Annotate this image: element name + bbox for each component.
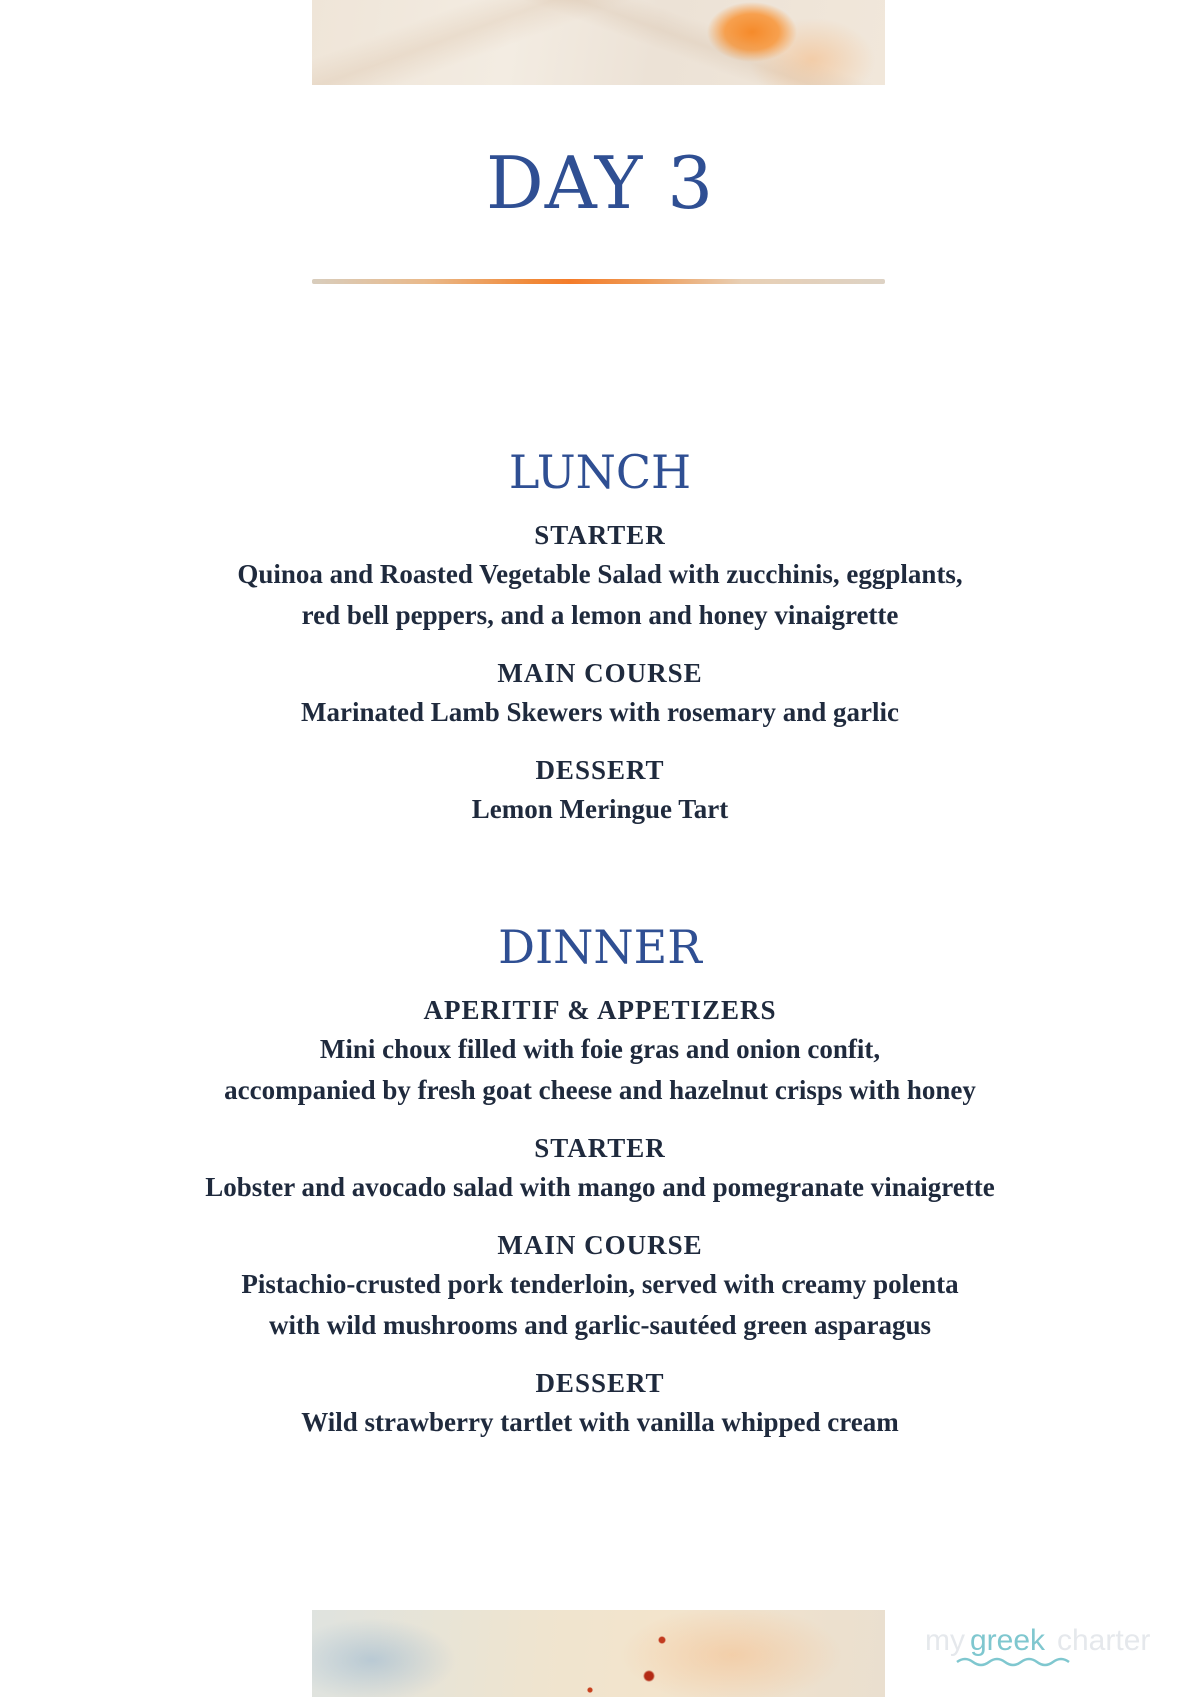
course-description <box>0 692 1200 733</box>
lunch-title: LUNCH <box>508 445 692 499</box>
dinner-main-course <box>0 1226 1200 1346</box>
description-line: Wild strawberry tartlet with vanilla whipped cream <box>301 1407 899 1437</box>
title-divider <box>312 279 885 284</box>
logo-text-greek: greek <box>970 1624 1046 1657</box>
lunch-dessert <box>0 751 1200 830</box>
course-heading: DESSERT <box>535 1368 665 1398</box>
description-line: Quinoa and Roasted Vegetable Salad with zucchinis, eggplants, <box>237 559 963 589</box>
bottom-decorative-banner <box>312 1610 885 1697</box>
course-heading: MAIN COURSE <box>497 1230 703 1260</box>
course-heading: APERITIF & APPETIZERS <box>423 995 777 1025</box>
dinner-title: DINNER <box>498 920 702 974</box>
dinner-dessert <box>0 1364 1200 1443</box>
description-line: Marinated Lamb Skewers with rosemary and garlic <box>301 697 899 727</box>
description-line: Mini choux filled with foie gras and onion confit, <box>319 1034 881 1064</box>
course-heading: MAIN COURSE <box>497 658 703 688</box>
description-line: accompanied by fresh goat cheese and hazelnut crisps with honey <box>224 1075 976 1105</box>
dinner-section <box>0 919 1200 1461</box>
course-description <box>0 554 1200 636</box>
lunch-section <box>0 444 1200 848</box>
description-line: red bell peppers, and a lemon and honey vinaigrette <box>301 600 899 630</box>
course-heading: STARTER <box>534 520 666 550</box>
course-description <box>0 1167 1200 1208</box>
course-description <box>0 789 1200 830</box>
top-decorative-banner <box>312 0 885 85</box>
description-line: Lemon Meringue Tart <box>471 794 729 824</box>
course-heading: DESSERT <box>535 755 665 785</box>
description-line: Pistachio-crusted pork tenderloin, served with creamy polenta <box>241 1269 959 1299</box>
course-heading: STARTER <box>534 1133 666 1163</box>
dinner-starter <box>0 1129 1200 1208</box>
course-description <box>0 1029 1200 1111</box>
course-description <box>0 1264 1200 1346</box>
description-line: with wild mushrooms and garlic-sautéed green asparagus <box>268 1310 932 1340</box>
description-line: Lobster and avocado salad with mango and pomegranate vinaigrette <box>205 1172 995 1202</box>
dinner-aperitif <box>0 991 1200 1111</box>
lunch-main-course <box>0 654 1200 733</box>
brand-logo-watermark <box>925 1622 1175 1672</box>
page-title: DAY 3 <box>485 141 715 225</box>
lunch-starter <box>0 516 1200 636</box>
course-description <box>0 1402 1200 1443</box>
logo-wave-icon <box>957 1659 1069 1665</box>
logo-text-my: my <box>925 1624 965 1657</box>
logo-text-charter: charter <box>1057 1624 1151 1657</box>
